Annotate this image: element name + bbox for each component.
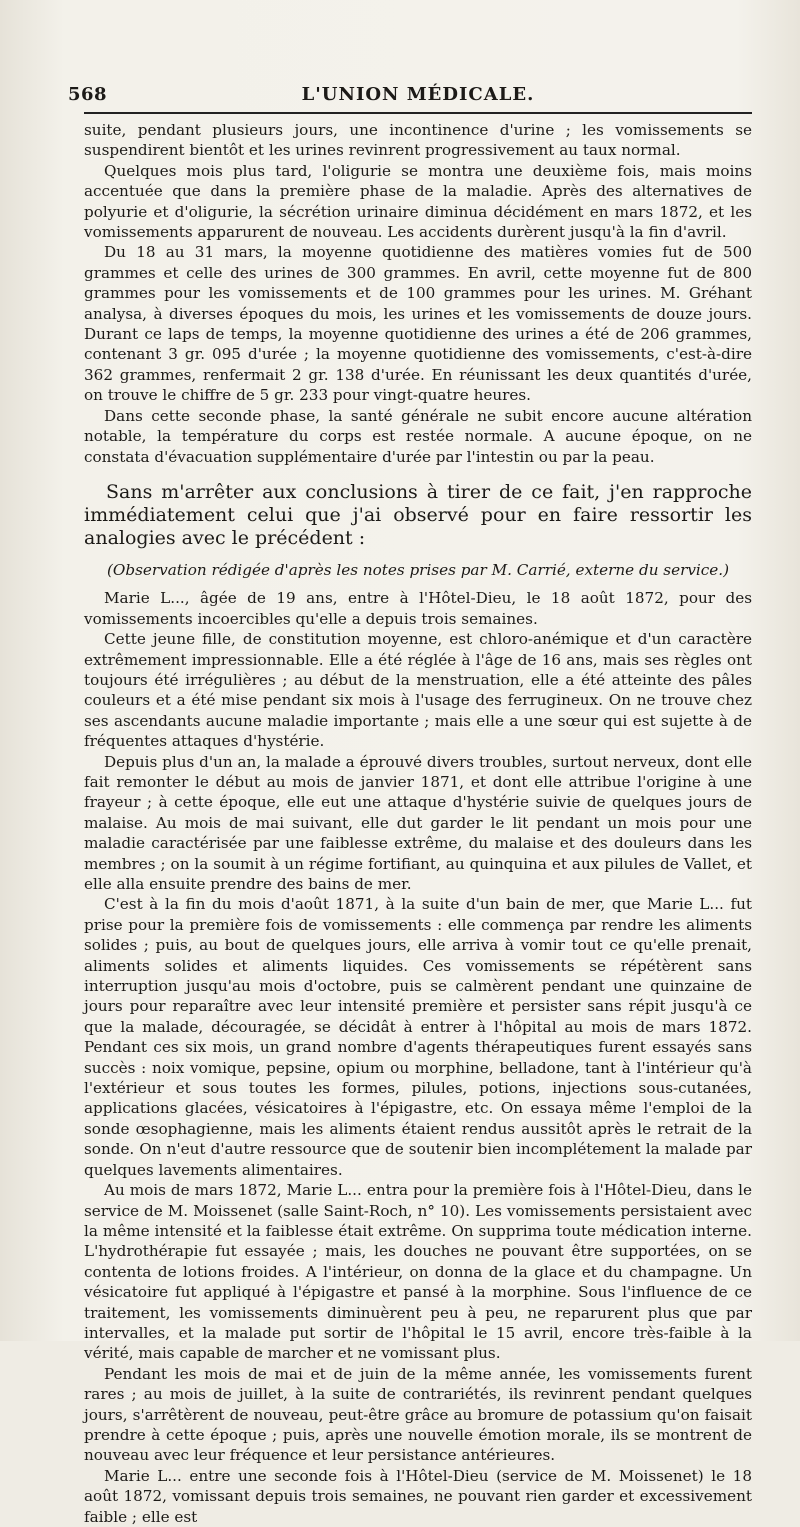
paragraph-oliguria: Quelques mois plus tard, l'oligurie se montra une deuxième fois, mais moins accentuée que dans la première phase de la maladie. Après des alternatives de polyurie et d'oligurie, la sécrétion urinaire diminua décidément en mars 1872, et les vomissements apparurent de nouveau. Les accidents durèrent jusqu'à la fin d'avril. — [84, 161, 752, 242]
paragraph-first-admission: Au mois de mars 1872, Marie L... entra pour la première fois à l'Hôtel-Dieu, dans le service de M. Moissenet (salle Saint-Roch, n° 10). Les vomissements persistaient avec la même intensité et la faiblesse était extrême. On supprima toute médication interne. L'hydrothérapie fut essayée ; mais, les douches ne pouvant être supportées, on se contenta de lotions froides. A l'intérieur, on donna de la glace et du champagne. Un vésicatoire fut appliqué à l'épigastre et pansé à la morphine. Sous l'influence de ce traitement, les vomissements diminuèrent peu à peu, ne reparurent plus que par intervalles, et la malade put sortir de l'hôpital le 15 avril, encore très-faible à la vérité, mais capable de marcher et ne vomissant plus. — [84, 1181, 752, 1363]
paragraph-continuation: suite, pendant plusieurs jours, une incontinence d'urine ; les vomissements se suspendirent bientôt et les urines revinrent progressivement au taux normal. — [84, 121, 752, 160]
paragraph-vomiting-onset: C'est à la fin du mois d'août 1871, à la suite d'un bain de mer, que Marie L... fut prise pour la première fois de vomissements : elle commença par rendre les aliments solides ; puis, au bout de quelques jours, elle arriva à vomir tout ce qu'elle prenait, aliments solides et aliments liquides. Ces vomissements se répétèrent sans interruption jusqu'au mois d'octobre, puis se calmèrent pendant une quinzaine de jours pour reparaître avec leur intensité première et persister sans répit jusqu'à ce que la malade, découragée, se décidât à entrer à l'hôpital au mois de mars 1872. Pendant ces six mois, un grand nombre d'agents thérapeutiques furent essayés sans succès : noix vomique, pepsine, opium ou morphine, belladone, tant à l'intérieur qu'à l'extérieur et sous toutes les formes, pilules, potions, injections sous-cutanées, applications glacées, vésicatoires à l'épigastre, etc. On essaya même l'emploi de la sonde œsophagienne, mais les aliments étaient rendus aussitôt après le retrait de la sonde. On n'eut d'autre ressource que de soutenir bien incomplétement la malade par quelques lavements alimentaires. — [84, 895, 752, 1179]
observation-source: (Observation rédigée d'après les notes prises par M. Carrié, externe du service.) — [106, 560, 730, 579]
paragraph-constitution: Cette jeune fille, de constitution moyenne, est chloro-anémique et d'un caractère extrêmement impressionnable. Elle a été réglée à l'âge de 16 ans, mais ses règles ont toujours été irrégulières ; au début de la menstruation, elle a été atteinte des pâles couleurs et a été mise pendant six mois à l'usage des ferrugineux. On ne trouve chez ses ascendants aucune maladie importante ; mais elle a une sœur qui est sujette à de fréquentes attaques d'hystérie. — [84, 630, 752, 751]
article-body — [84, 120, 752, 1527]
paragraph-transition: Sans m'arrêter aux conclusions à tirer de ce fait, j'en rapproche immédiatement celui que j'ai observé pour en faire ressortir les analogies avec le précédent : — [84, 480, 752, 549]
page-header — [68, 78, 752, 114]
paragraph-second-admission: Marie L... entre une seconde fois à l'Hôtel-Dieu (service de M. Moissenet) le 18 août 1872, vomissant depuis trois semaines, ne pouvant rien garder et excessivement faible ; elle est — [84, 1466, 752, 1526]
paragraph-history: Depuis plus d'un an, la malade a éprouvé divers troubles, surtout nerveux, dont elle fait remonter le début au mois de janvier 1871, et dont elle attribue l'origine à une frayeur ; à cette époque, elle eut une attaque d'hystérie suivie de quelques jours de malaise. Au mois de mai suivant, elle dut garder le lit pendant un mois pour une maladie caractérisée par une faiblesse extrême, du malaise et des douleurs dans les membres ; on la soumit à un régime fortifiant, au quinquina et aux pilules de Vallet, et elle alla ensuite prendre des bains de mer. — [84, 752, 752, 893]
paragraph-second-phase: Dans cette seconde phase, la santé générale ne subit encore aucune altération notable, la température du corps est restée normale. A aucune époque, on ne constata d'évacuation supplémentaire d'urée par l'intestin ou par la peau. — [84, 406, 752, 466]
running-title: L'UNION MÉDICALE. — [301, 84, 535, 105]
paragraph-measurements: Du 18 au 31 mars, la moyenne quotidienne des matières vomies fut de 500 grammes et celle des urines de 300 grammes. En avril, cette moyenne fut de 800 grammes pour les vomissements et de 100 grammes pour les urines. M. Gréhant analysa, à diverses époques du mois, les urines et les vomissements de douze jours. Durant ce laps de temps, la moyenne quotidienne des urines a été de 206 grammes, contenant 3 gr. 095 d'urée ; la moyenne quotidienne des vomissements, c'est-à-dire 362 grammes, renfermait 2 gr. 138 d'urée. En réunissant les deux quantités d'urée, on trouve le chiffre de 5 gr. 233 pour vingt-quatre heures. — [84, 243, 752, 405]
page-number: 568 — [68, 84, 108, 105]
paragraph-patient-intro: Marie L..., âgée de 19 ans, entre à l'Hôtel-Dieu, le 18 août 1872, pour des vomissements incoercibles qu'elle a depuis trois semaines. — [84, 589, 752, 628]
paragraph-relapse: Pendant les mois de mai et de juin de la même année, les vomissements furent rares ; au mois de juillet, à la suite de contrariétés, ils revinrent pendant quelques jours, s'arrêtèrent de nouveau, peut-être grâce au bromure de potassium qu'on faisait prendre à cette époque ; puis, après une nouvelle émotion morale, ils se montrent de nouveau avec leur fréquence et leur persistance antérieures. — [84, 1364, 752, 1465]
